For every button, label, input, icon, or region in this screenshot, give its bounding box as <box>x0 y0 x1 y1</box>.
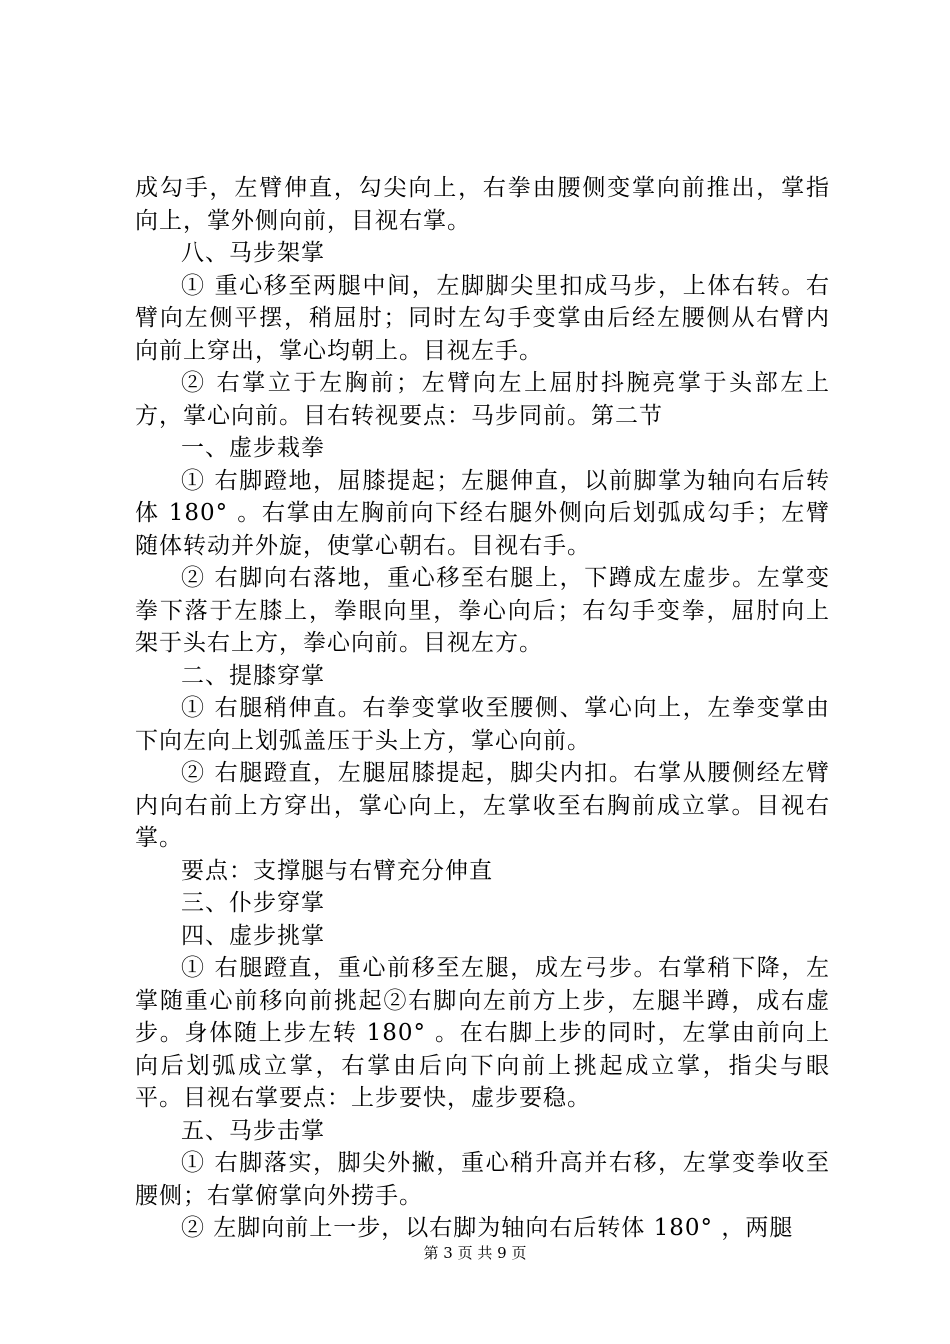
paragraph-1: 成勾手，左臂伸直，勾尖向上，右拳由腰侧变掌向前推出，掌指向上，掌外侧向前，目视右掌。 <box>135 175 830 234</box>
document-body <box>135 172 830 1245</box>
paragraph-16: ① 右脚落实，脚尖外撇，重心稍升高并右移，左掌变拳收至腰侧；右掌俯掌向外捞手。 <box>135 1150 830 1209</box>
section-heading-5: 五、马步击掌 <box>181 1117 325 1144</box>
paragraph-10: ② 右腿蹬直，左腿屈膝提起，脚尖内扣。右掌从腰侧经左臂内向右前上方穿出，掌心向上，左掌收至右胸前成立掌。目视右掌。 <box>135 760 830 851</box>
page-footer <box>0 1243 950 1263</box>
paragraph-9: ① 右腿稍伸直。右拳变掌收至腰侧、掌心向上，左拳变掌由下向左向上划弧盖压于头上方，掌心向前。 <box>135 695 830 754</box>
section-heading-2: 二、提膝穿掌 <box>181 662 325 689</box>
page-number-label: 第 3 页 共 9 页 <box>423 1244 527 1262</box>
paragraph-17: ② 左脚向前上一步，以右脚为轴向右后转体 180° ，两腿 <box>181 1215 794 1241</box>
paragraph-14: ① 右腿蹬直，重心前移至左腿，成左弓步。右掌稍下降，左掌随重心前移向前挑起②右脚向左前方上步，左腿半蹲，成右虚步。身体随上步左转 180° 。在右脚上步的同时，左掌由前向上向后划弧成立掌，右掌由后向下向前上挑起成立掌，指尖与眼平。目视右掌要点：上步要快，虚步要稳。 <box>135 955 830 1111</box>
section-heading-8: 八、马步架掌 <box>181 240 325 266</box>
paragraph-4: ② 右掌立于左胸前；左臂向左上屈肘抖腕亮掌于头部左上方，掌心向前。目右转视要点：马步同前。第二节 <box>135 370 830 429</box>
section-heading-3: 三、仆步穿掌 <box>181 890 325 916</box>
key-point: 要点：支撑腿与右臂充分伸直 <box>181 857 493 884</box>
paragraph-6: ① 右脚蹬地，屈膝提起；左腿伸直，以前脚掌为轴向右后转体 180° 。右掌由左胸前向下经右腿外侧向后划弧成勾手；左臂随体转动并外旋，使掌心朝右。目视右手。 <box>135 467 830 559</box>
section-heading-4: 四、虚步挑掌 <box>181 922 325 949</box>
paragraph-3: ① 重心移至两腿中间，左脚脚尖里扣成马步，上体右转。右臂向左侧平摆，稍屈肘；同时左勾手变掌由后经左腰侧从右臂内向前上穿出，掌心均朝上。目视左手。 <box>135 272 830 364</box>
paragraph-7: ② 右脚向右落地，重心移至右腿上，下蹲成左虚步。左掌变拳下落于左膝上，拳眼向里，拳心向后；右勾手变拳，屈肘向上架于头右上方，拳心向前。目视左方。 <box>135 565 830 656</box>
section-heading-1: 一、虚步栽拳 <box>181 435 325 461</box>
